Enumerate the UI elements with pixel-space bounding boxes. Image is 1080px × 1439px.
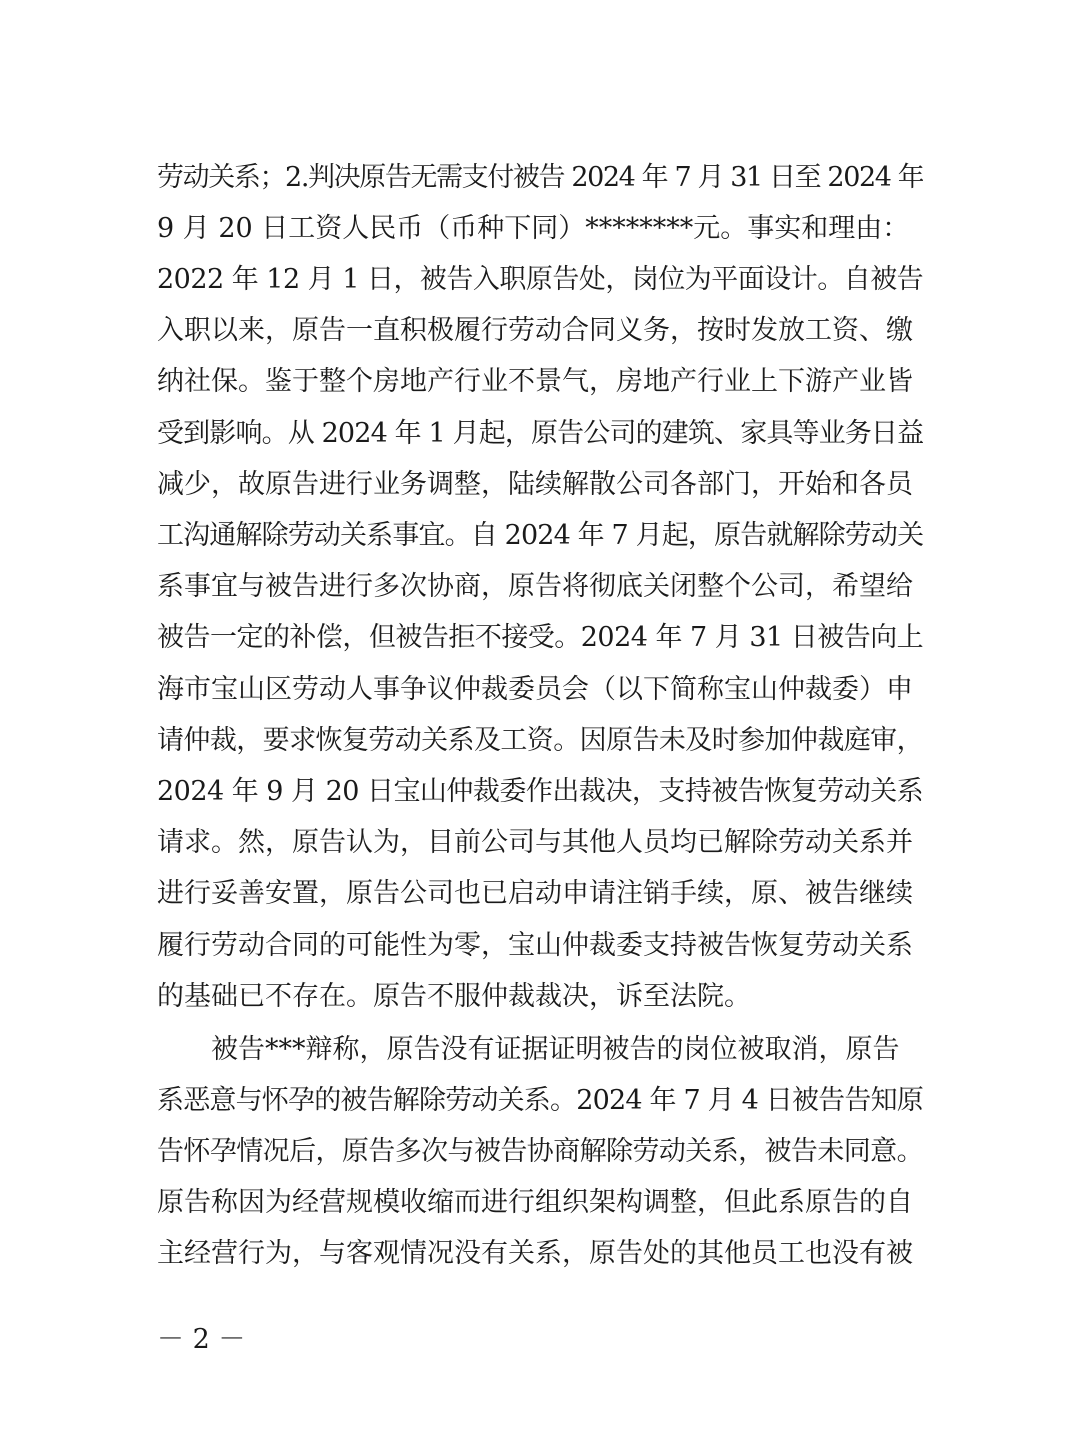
paragraph-2-line-2: 系恶意与怀孕的被告解除劳动关系。2024 年 7 月 4 日被告告知原 [157, 1085, 923, 1116]
paragraph-1-line-3: 2022 年 12 月 1 日，被告入职原告处，岗位为平面设计。自被告 [157, 264, 923, 295]
paragraph-2-line-1: 被告***辩称，原告没有证据证明被告的岗位被取消，原告 [211, 1034, 900, 1065]
paragraph-2-line-3: 告怀孕情况后，原告多次与被告协商解除劳动关系，被告未同意。 [157, 1136, 923, 1167]
paragraph-2-line-4: 原告称因为经营规模收缩而进行组织架构调整，但此系原告的自 [157, 1187, 913, 1218]
paragraph-1-line-10: 被告一定的补偿，但被告拒不接受。2024 年 7 月 31 日被告向上 [157, 622, 923, 653]
paragraph-1-line-12: 请仲裁，要求恢复劳动关系及工资。因原告未及时参加仲裁庭审， [157, 725, 923, 756]
paragraph-1-line-17: 的基础已不存在。原告不服仲裁裁决，诉至法院。 [157, 981, 751, 1012]
paragraph-1-line-4: 入职以来，原告一直积极履行劳动合同义务，按时发放工资、缴 [157, 315, 913, 346]
paragraph-1-line-1: 劳动关系；2.判决原告无需支付被告 2024 年 7 月 31 日至 2024 年 [157, 162, 923, 193]
page-number: － 2 － [157, 1324, 246, 1355]
paragraph-1-line-8: 工沟通解除劳动关系事宜。自 2024 年 7 月起，原告就解除劳动关 [157, 520, 923, 551]
paragraph-1-line-2: 9 月 20 日工资人民币（币种下同）********元。事实和理由： [157, 213, 910, 244]
paragraph-1-line-14: 请求。然，原告认为，目前公司与其他人员均已解除劳动关系并 [157, 827, 913, 858]
paragraph-2-line-5: 主经营行为，与客观情况没有关系，原告处的其他员工也没有被 [157, 1238, 913, 1269]
paragraph-1-line-13: 2024 年 9 月 20 日宝山仲裁委作出裁决，支持被告恢复劳动关系 [157, 776, 923, 807]
paragraph-1-line-11: 海市宝山区劳动人事争议仲裁委员会（以下简称宝山仲裁委）申 [157, 674, 913, 705]
paragraph-1-line-9: 系事宜与被告进行多次协商，原告将彻底关闭整个公司，希望给 [157, 571, 913, 602]
paragraph-1-line-15: 进行妥善安置，原告公司也已启动申请注销手续，原、被告继续 [157, 878, 913, 909]
paragraph-1-line-5: 纳社保。鉴于整个房地产行业不景气，房地产行业上下游产业皆 [157, 366, 913, 397]
paragraph-1-line-16: 履行劳动合同的可能性为零，宝山仲裁委支持被告恢复劳动关系 [157, 930, 913, 961]
paragraph-1-line-6: 受到影响。从 2024 年 1 月起，原告公司的建筑、家具等业务日益 [157, 418, 923, 449]
paragraph-1-line-7: 减少，故原告进行业务调整，陆续解散公司各部门，开始和各员 [157, 469, 913, 500]
